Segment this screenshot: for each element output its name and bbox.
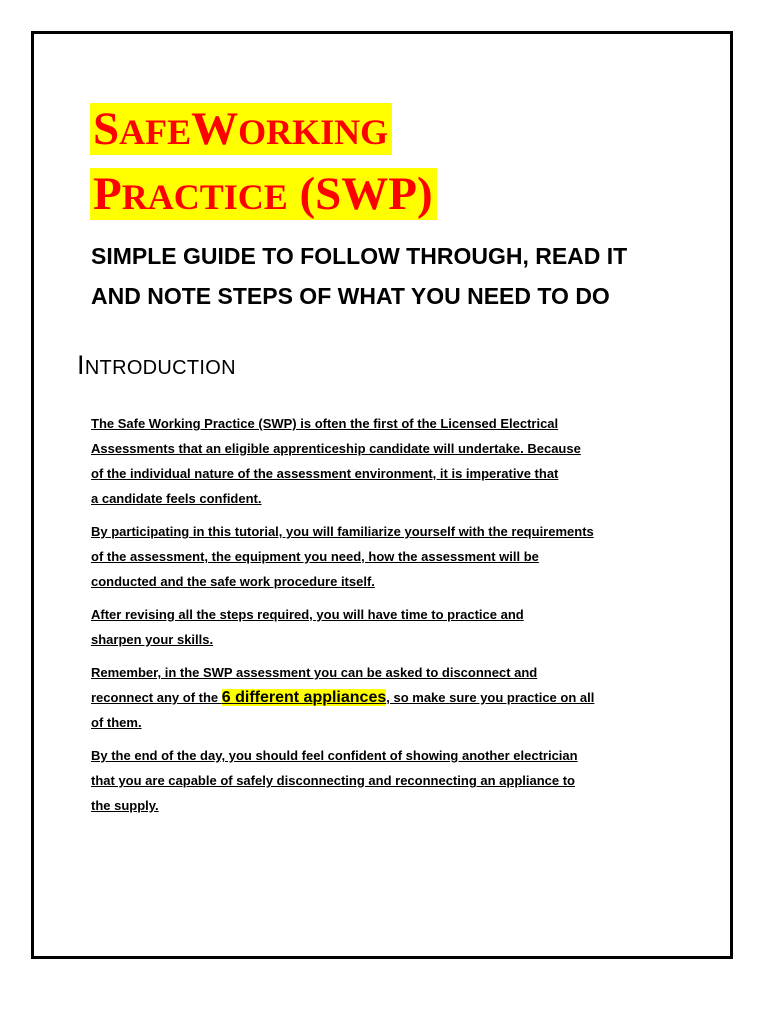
title-line-1 xyxy=(90,103,392,155)
subtitle xyxy=(91,236,711,316)
paragraph-line: of the assessment, the equipment you need, how the assessment will be xyxy=(91,549,539,564)
title-segment: S xyxy=(93,103,120,155)
paragraph xyxy=(91,411,681,511)
subtitle-line: SIMPLE GUIDE TO FOLLOW THROUGH, READ IT xyxy=(91,243,628,269)
paragraph-line: sharpen your skills. xyxy=(91,632,214,647)
paragraph-line: the supply. xyxy=(91,798,159,813)
paragraph-line: By the end of the day, you should feel confident of showing another electrician xyxy=(91,748,578,763)
title-segment: P xyxy=(93,168,122,220)
title-segment: RACTICE xyxy=(121,177,288,217)
paragraph-line-start: reconnect any of the xyxy=(91,690,222,705)
paragraph-line: of the individual nature of the assessment environment, it is imperative that xyxy=(91,466,559,481)
document-body xyxy=(91,411,681,826)
title-segment: (SWP) xyxy=(287,168,433,220)
title-segment: AFE xyxy=(119,112,192,152)
paragraph-line: Assessments that an eligible apprenticeship candidate will undertake. Because xyxy=(91,441,581,456)
paragraph xyxy=(91,602,681,652)
highlighted-phrase: 6 different appliances xyxy=(221,689,387,706)
paragraph xyxy=(91,660,681,735)
paragraph xyxy=(91,743,681,818)
paragraph-line: After revising all the steps required, you will have time to practice and xyxy=(91,607,524,622)
paragraph xyxy=(91,519,681,594)
paragraph-line: Remember, in the SWP assessment you can be asked to disconnect and xyxy=(91,665,538,680)
paragraph-line: that you are capable of safely disconnecting and reconnecting an appliance to xyxy=(91,773,575,788)
introduction-heading xyxy=(77,350,236,381)
document-title xyxy=(90,98,437,228)
paragraph-line: a candidate feels confident. xyxy=(91,491,262,506)
paragraph-line: By participating in this tutorial, you will familiarize yourself with the requirements xyxy=(91,524,594,539)
paragraph-line-end: , so make sure you practice on all xyxy=(386,690,595,705)
title-segment: ORKING xyxy=(238,112,389,152)
subtitle-line: AND NOTE STEPS OF WHAT YOU NEED TO DO xyxy=(91,283,610,309)
heading-initial: I xyxy=(77,350,85,380)
paragraph-line: conducted and the safe work procedure itself. xyxy=(91,574,375,589)
title-line-2 xyxy=(90,168,437,220)
heading-rest: NTRODUCTION xyxy=(84,357,236,379)
paragraph-line: The Safe Working Practice (SWP) is often the first of the Licensed Electrical xyxy=(91,416,559,431)
title-segment: W xyxy=(191,103,239,155)
paragraph-line: of them. xyxy=(91,715,142,730)
